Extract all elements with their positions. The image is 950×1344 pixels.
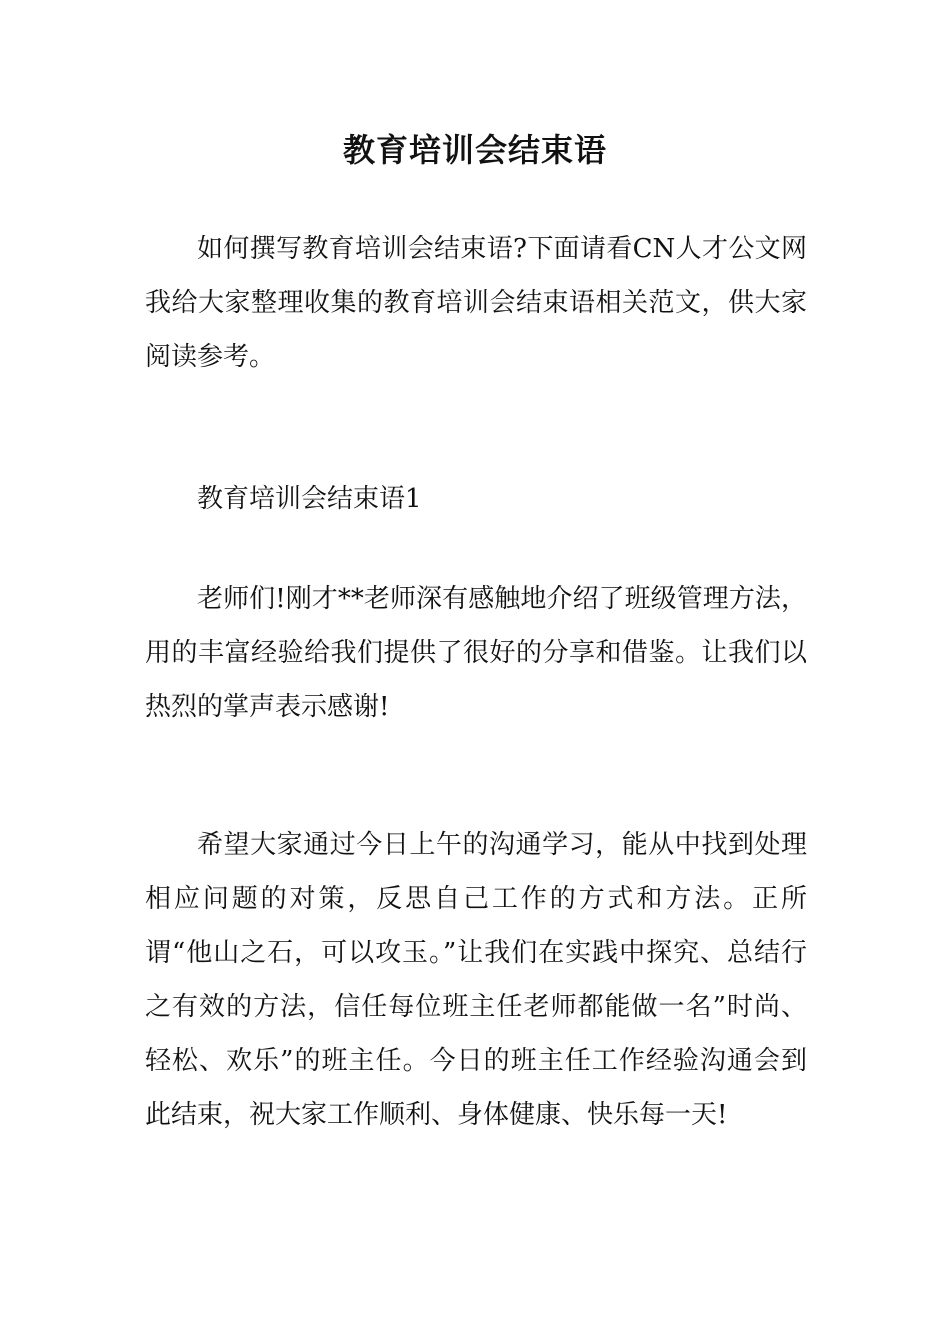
body-paragraph-1: 老师们!刚才**老师深有感触地介绍了班级管理方法，用的丰富经验给我们提供了很好的分享和借鉴。让我们以热烈的掌声表示感谢! [145, 584, 807, 722]
document-title: 教育培训会结束语 [342, 131, 607, 169]
body-paragraph-2: 希望大家通过今日上午的沟通学习，能从中找到处理相应问题的对策，反思自己工作的方式和方法。正所谓“他山之石，可以攻玉。”让我们在实践中探究、总结行之有效的方法，信任每位班主任老师都能做一名”时尚、轻松、欢乐”的班主任。今日的班主任工作经验沟通会到此结束，祝大家工作顺利、身体健康、快乐每一天! [145, 830, 807, 1130]
section-heading: 教育培训会结束语1 [197, 484, 422, 514]
intro-paragraph: 如何撰写教育培训会结束语?下面请看CN人才公文网我给大家整理收集的教育培训会结束语相关范文，供大家阅读参考。 [145, 234, 807, 372]
